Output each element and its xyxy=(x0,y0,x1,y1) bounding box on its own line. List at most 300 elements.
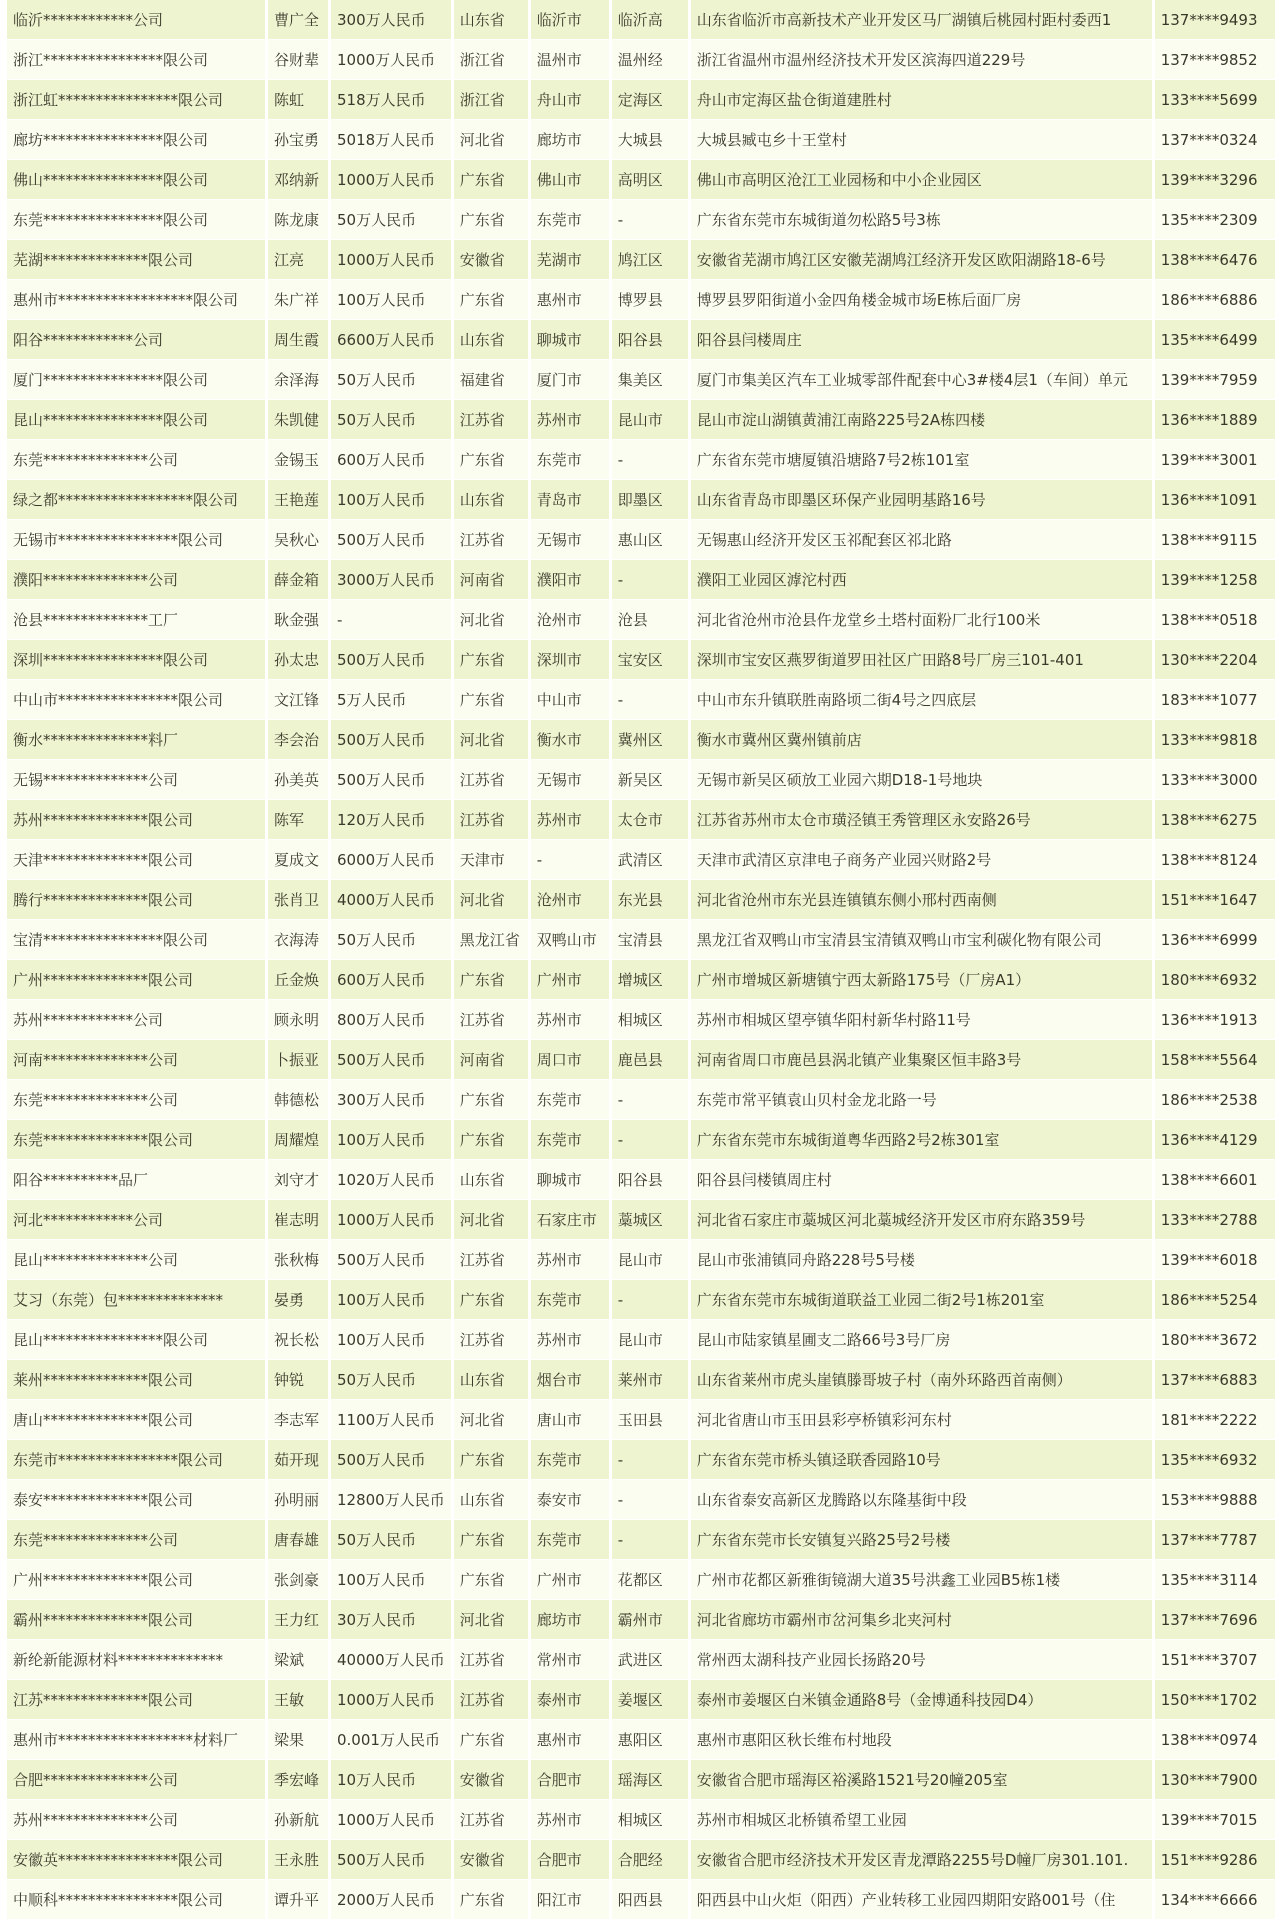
company-name-cell: 河北************公司 xyxy=(7,1200,265,1240)
company-name-cell: 临沂************公司 xyxy=(7,0,265,40)
province-cell: 广东省 xyxy=(454,1080,528,1120)
address-cell: 博罗县罗阳街道小金四角楼金城市场E栋后面厂房 xyxy=(691,280,1152,320)
company-name-cell: 衡水**************料厂 xyxy=(7,720,265,760)
phone-cell: 136****1889 xyxy=(1155,400,1275,440)
district-cell: 昆山市 xyxy=(612,1240,688,1280)
legal-person-cell: 金锡玉 xyxy=(268,440,328,480)
phone-cell: 139****7015 xyxy=(1155,1800,1275,1840)
legal-person-cell: 孙新航 xyxy=(268,1800,328,1840)
province-cell: 山东省 xyxy=(454,1160,528,1200)
province-cell: 广东省 xyxy=(454,280,528,320)
table-row xyxy=(7,1240,1275,1280)
company-name-cell: 佛山****************限公司 xyxy=(7,160,265,200)
phone-cell: 133****3000 xyxy=(1155,760,1275,800)
province-cell: 浙江省 xyxy=(454,80,528,120)
phone-cell: 133****5699 xyxy=(1155,80,1275,120)
legal-person-cell: 季宏峰 xyxy=(268,1760,328,1800)
company-name-cell: 惠州市******************材料厂 xyxy=(7,1720,265,1760)
table-row xyxy=(7,1760,1275,1800)
province-cell: 广东省 xyxy=(454,440,528,480)
table-row xyxy=(7,1400,1275,1440)
table-row xyxy=(7,520,1275,560)
address-cell: 中山市东升镇联胜南路顷二街4号之四底层 xyxy=(691,680,1152,720)
legal-person-cell: 孙明丽 xyxy=(268,1480,328,1520)
registered-capital-cell: 500万人民币 xyxy=(331,1040,451,1080)
table-row xyxy=(7,1480,1275,1520)
district-cell: 阳谷县 xyxy=(612,1160,688,1200)
phone-cell: 134****6666 xyxy=(1155,1880,1275,1920)
address-cell: 东莞市常平镇袁山贝村金龙北路一号 xyxy=(691,1080,1152,1120)
address-cell: 无锡市新吴区硕放工业园六期D18-1号地块 xyxy=(691,760,1152,800)
registered-capital-cell: 30万人民币 xyxy=(331,1600,451,1640)
city-cell: 中山市 xyxy=(531,680,609,720)
company-name-cell: 廊坊****************限公司 xyxy=(7,120,265,160)
company-name-cell: 浙江****************限公司 xyxy=(7,40,265,80)
province-cell: 广东省 xyxy=(454,640,528,680)
legal-person-cell: 韩德松 xyxy=(268,1080,328,1120)
registered-capital-cell: 120万人民币 xyxy=(331,800,451,840)
district-cell: 沧县 xyxy=(612,600,688,640)
table-row xyxy=(7,1520,1275,1560)
phone-cell: 183****1077 xyxy=(1155,680,1275,720)
city-cell: 深圳市 xyxy=(531,640,609,680)
registered-capital-cell: 100万人民币 xyxy=(331,1120,451,1160)
company-name-cell: 中山市****************限公司 xyxy=(7,680,265,720)
registered-capital-cell: 1100万人民币 xyxy=(331,1400,451,1440)
city-cell: 惠州市 xyxy=(531,1720,609,1760)
legal-person-cell: 孙宝勇 xyxy=(268,120,328,160)
company-name-cell: 昆山**************公司 xyxy=(7,1240,265,1280)
province-cell: 广东省 xyxy=(454,200,528,240)
phone-cell: 151****1647 xyxy=(1155,880,1275,920)
company-name-cell: 绿之都******************限公司 xyxy=(7,480,265,520)
city-cell: 东莞市 xyxy=(531,440,609,480)
legal-person-cell: 王力红 xyxy=(268,1600,328,1640)
district-cell: 霸州市 xyxy=(612,1600,688,1640)
district-cell: 阳谷县 xyxy=(612,320,688,360)
table-row xyxy=(7,720,1275,760)
province-cell: 广东省 xyxy=(454,1280,528,1320)
table-row xyxy=(7,1800,1275,1840)
address-cell: 河北省廊坊市霸州市岔河集乡北夹河村 xyxy=(691,1600,1152,1640)
registered-capital-cell: 500万人民币 xyxy=(331,1840,451,1880)
province-cell: 山东省 xyxy=(454,320,528,360)
province-cell: 河北省 xyxy=(454,720,528,760)
address-cell: 厦门市集美区汽车工业城零部件配套中心3#楼4层1（车间）单元 xyxy=(691,360,1152,400)
district-cell: 惠山区 xyxy=(612,520,688,560)
table-row xyxy=(7,200,1275,240)
province-cell: 河北省 xyxy=(454,1600,528,1640)
district-cell: - xyxy=(612,1520,688,1560)
address-cell: 常州西太湖科技产业园长扬路20号 xyxy=(691,1640,1152,1680)
company-name-cell: 浙江虹****************限公司 xyxy=(7,80,265,120)
province-cell: 广东省 xyxy=(454,160,528,200)
address-cell: 广东省东莞市塘厦镇沿塘路7号2栋101室 xyxy=(691,440,1152,480)
province-cell: 江苏省 xyxy=(454,1640,528,1680)
city-cell: - xyxy=(531,840,609,880)
city-cell: 苏州市 xyxy=(531,1240,609,1280)
address-cell: 黑龙江省双鸭山市宝清县宝清镇双鸭山市宝利碳化物有限公司 xyxy=(691,920,1152,960)
address-cell: 阳谷县闫楼周庄 xyxy=(691,320,1152,360)
phone-cell: 139****3296 xyxy=(1155,160,1275,200)
table-row xyxy=(7,920,1275,960)
city-cell: 东莞市 xyxy=(531,1520,609,1560)
phone-cell: 137****9852 xyxy=(1155,40,1275,80)
legal-person-cell: 崔志明 xyxy=(268,1200,328,1240)
table-row xyxy=(7,1360,1275,1400)
phone-cell: 130****7900 xyxy=(1155,1760,1275,1800)
province-cell: 福建省 xyxy=(454,360,528,400)
address-cell: 河北省沧州市沧县仵龙堂乡土塔村面粉厂北行100米 xyxy=(691,600,1152,640)
district-cell: 集美区 xyxy=(612,360,688,400)
company-name-cell: 中顺科****************限公司 xyxy=(7,1880,265,1920)
phone-cell: 186****2538 xyxy=(1155,1080,1275,1120)
table-row xyxy=(7,680,1275,720)
address-cell: 阳谷县闫楼镇周庄村 xyxy=(691,1160,1152,1200)
address-cell: 广东省东莞市长安镇复兴路25号2号楼 xyxy=(691,1520,1152,1560)
province-cell: 江苏省 xyxy=(454,1800,528,1840)
legal-person-cell: 祝长松 xyxy=(268,1320,328,1360)
phone-cell: 139****6018 xyxy=(1155,1240,1275,1280)
legal-person-cell: 顾永明 xyxy=(268,1000,328,1040)
registered-capital-cell: 518万人民币 xyxy=(331,80,451,120)
table-body xyxy=(7,0,1275,1920)
legal-person-cell: 王敏 xyxy=(268,1680,328,1720)
table-row xyxy=(7,480,1275,520)
province-cell: 江苏省 xyxy=(454,520,528,560)
district-cell: 相城区 xyxy=(612,1000,688,1040)
district-cell: 合肥经 xyxy=(612,1840,688,1880)
province-cell: 山东省 xyxy=(454,480,528,520)
province-cell: 江苏省 xyxy=(454,1240,528,1280)
address-cell: 广东省东莞市东城街道联益工业园二街2号1栋201室 xyxy=(691,1280,1152,1320)
district-cell: 临沂高 xyxy=(612,0,688,40)
company-name-cell: 江苏**************限公司 xyxy=(7,1680,265,1720)
registered-capital-cell: 300万人民币 xyxy=(331,0,451,40)
legal-person-cell: 唐春雄 xyxy=(268,1520,328,1560)
district-cell: - xyxy=(612,440,688,480)
table-row xyxy=(7,960,1275,1000)
province-cell: 广东省 xyxy=(454,1120,528,1160)
registered-capital-cell: 50万人民币 xyxy=(331,400,451,440)
phone-cell: 135****2309 xyxy=(1155,200,1275,240)
city-cell: 芜湖市 xyxy=(531,240,609,280)
registered-capital-cell: 50万人民币 xyxy=(331,920,451,960)
phone-cell: 150****1702 xyxy=(1155,1680,1275,1720)
company-table xyxy=(4,0,1278,1920)
company-name-cell: 霸州**************限公司 xyxy=(7,1600,265,1640)
legal-person-cell: 谷财辈 xyxy=(268,40,328,80)
city-cell: 聊城市 xyxy=(531,320,609,360)
legal-person-cell: 吴秋心 xyxy=(268,520,328,560)
phone-cell: 138****6476 xyxy=(1155,240,1275,280)
district-cell: - xyxy=(612,200,688,240)
province-cell: 江苏省 xyxy=(454,400,528,440)
phone-cell: 139****7959 xyxy=(1155,360,1275,400)
province-cell: 广东省 xyxy=(454,680,528,720)
province-cell: 广东省 xyxy=(454,1880,528,1920)
legal-person-cell: 李会治 xyxy=(268,720,328,760)
legal-person-cell: 李志军 xyxy=(268,1400,328,1440)
city-cell: 石家庄市 xyxy=(531,1200,609,1240)
district-cell: - xyxy=(612,1440,688,1480)
province-cell: 安徽省 xyxy=(454,1840,528,1880)
company-name-cell: 东莞****************限公司 xyxy=(7,200,265,240)
address-cell: 浙江省温州市温州经济技术开发区滨海四道229号 xyxy=(691,40,1152,80)
district-cell: 惠阳区 xyxy=(612,1720,688,1760)
registered-capital-cell: 0.001万人民币 xyxy=(331,1720,451,1760)
city-cell: 厦门市 xyxy=(531,360,609,400)
legal-person-cell: 卜振亚 xyxy=(268,1040,328,1080)
registered-capital-cell: 6600万人民币 xyxy=(331,320,451,360)
table-row xyxy=(7,1640,1275,1680)
city-cell: 无锡市 xyxy=(531,760,609,800)
table-row xyxy=(7,1160,1275,1200)
province-cell: 安徽省 xyxy=(454,1760,528,1800)
phone-cell: 138****6601 xyxy=(1155,1160,1275,1200)
registered-capital-cell: 500万人民币 xyxy=(331,640,451,680)
province-cell: 山东省 xyxy=(454,1480,528,1520)
legal-person-cell: 邓纳新 xyxy=(268,160,328,200)
province-cell: 广东省 xyxy=(454,960,528,1000)
city-cell: 烟台市 xyxy=(531,1360,609,1400)
legal-person-cell: 钟锐 xyxy=(268,1360,328,1400)
city-cell: 泰州市 xyxy=(531,1680,609,1720)
registered-capital-cell: 2000万人民币 xyxy=(331,1880,451,1920)
city-cell: 东莞市 xyxy=(531,200,609,240)
registered-capital-cell: 500万人民币 xyxy=(331,720,451,760)
registered-capital-cell: 100万人民币 xyxy=(331,1280,451,1320)
phone-cell: 136****4129 xyxy=(1155,1120,1275,1160)
address-cell: 广东省东莞市东城街道粤华西路2号2栋301室 xyxy=(691,1120,1152,1160)
district-cell: 宝安区 xyxy=(612,640,688,680)
district-cell: 武进区 xyxy=(612,1640,688,1680)
phone-cell: 137****7696 xyxy=(1155,1600,1275,1640)
company-name-cell: 昆山****************限公司 xyxy=(7,1320,265,1360)
phone-cell: 137****0324 xyxy=(1155,120,1275,160)
company-name-cell: 苏州**************公司 xyxy=(7,1800,265,1840)
registered-capital-cell: 10万人民币 xyxy=(331,1760,451,1800)
address-cell: 濮阳工业园区滹沱村西 xyxy=(691,560,1152,600)
phone-cell: 136****6999 xyxy=(1155,920,1275,960)
phone-cell: 133****9818 xyxy=(1155,720,1275,760)
company-name-cell: 广州**************限公司 xyxy=(7,960,265,1000)
phone-cell: 135****6932 xyxy=(1155,1440,1275,1480)
registered-capital-cell: 100万人民币 xyxy=(331,480,451,520)
table-row xyxy=(7,1720,1275,1760)
district-cell: 宝清县 xyxy=(612,920,688,960)
city-cell: 苏州市 xyxy=(531,400,609,440)
district-cell: 武清区 xyxy=(612,840,688,880)
registered-capital-cell: 5万人民币 xyxy=(331,680,451,720)
table-row xyxy=(7,240,1275,280)
registered-capital-cell: 1000万人民币 xyxy=(331,40,451,80)
address-cell: 广州市增城区新塘镇宁西太新路175号（厂房A1） xyxy=(691,960,1152,1000)
company-name-cell: 无锡**************公司 xyxy=(7,760,265,800)
registered-capital-cell: - xyxy=(331,600,451,640)
address-cell: 广东省东莞市东城街道勿松路5号3栋 xyxy=(691,200,1152,240)
city-cell: 廊坊市 xyxy=(531,120,609,160)
city-cell: 苏州市 xyxy=(531,1800,609,1840)
address-cell: 天津市武清区京津电子商务产业园兴财路2号 xyxy=(691,840,1152,880)
district-cell: 瑶海区 xyxy=(612,1760,688,1800)
province-cell: 江苏省 xyxy=(454,1680,528,1720)
legal-person-cell: 朱广祥 xyxy=(268,280,328,320)
phone-cell: 133****2788 xyxy=(1155,1200,1275,1240)
phone-cell: 135****6499 xyxy=(1155,320,1275,360)
address-cell: 泰州市姜堰区白米镇金通路8号（金博通科技园D4） xyxy=(691,1680,1152,1720)
city-cell: 惠州市 xyxy=(531,280,609,320)
district-cell: 阳西县 xyxy=(612,1880,688,1920)
table-row xyxy=(7,600,1275,640)
district-cell: 花都区 xyxy=(612,1560,688,1600)
phone-cell: 137****6883 xyxy=(1155,1360,1275,1400)
city-cell: 合肥市 xyxy=(531,1840,609,1880)
company-name-cell: 濮阳**************公司 xyxy=(7,560,265,600)
city-cell: 廊坊市 xyxy=(531,1600,609,1640)
phone-cell: 138****0518 xyxy=(1155,600,1275,640)
phone-cell: 138****9115 xyxy=(1155,520,1275,560)
legal-person-cell: 晏勇 xyxy=(268,1280,328,1320)
address-cell: 河北省唐山市玉田县彩亭桥镇彩河东村 xyxy=(691,1400,1152,1440)
phone-cell: 151****3707 xyxy=(1155,1640,1275,1680)
city-cell: 东莞市 xyxy=(531,1280,609,1320)
city-cell: 沧州市 xyxy=(531,880,609,920)
phone-cell: 139****3001 xyxy=(1155,440,1275,480)
district-cell: 玉田县 xyxy=(612,1400,688,1440)
phone-cell: 139****1258 xyxy=(1155,560,1275,600)
address-cell: 昆山市淀山湖镇黄浦江南路225号2A栋四楼 xyxy=(691,400,1152,440)
legal-person-cell: 夏成文 xyxy=(268,840,328,880)
phone-cell: 151****9286 xyxy=(1155,1840,1275,1880)
phone-cell: 181****2222 xyxy=(1155,1400,1275,1440)
address-cell: 山东省青岛市即墨区环保产业园明基路16号 xyxy=(691,480,1152,520)
province-cell: 天津市 xyxy=(454,840,528,880)
company-name-cell: 厦门****************限公司 xyxy=(7,360,265,400)
city-cell: 温州市 xyxy=(531,40,609,80)
address-cell: 安徽省合肥市经济技术开发区青龙潭路2255号D幢厂房301.101. xyxy=(691,1840,1152,1880)
table-row xyxy=(7,40,1275,80)
registered-capital-cell: 1000万人民币 xyxy=(331,240,451,280)
legal-person-cell: 周生霞 xyxy=(268,320,328,360)
legal-person-cell: 江亮 xyxy=(268,240,328,280)
table-row xyxy=(7,1280,1275,1320)
district-cell: 博罗县 xyxy=(612,280,688,320)
province-cell: 江苏省 xyxy=(454,1000,528,1040)
city-cell: 聊城市 xyxy=(531,1160,609,1200)
company-name-cell: 东莞市****************限公司 xyxy=(7,1440,265,1480)
company-name-cell: 芜湖**************限公司 xyxy=(7,240,265,280)
province-cell: 河南省 xyxy=(454,560,528,600)
address-cell: 河北省沧州市东光县连镇镇东侧小邢村西南侧 xyxy=(691,880,1152,920)
table-row xyxy=(7,440,1275,480)
company-name-cell: 广州**************限公司 xyxy=(7,1560,265,1600)
city-cell: 东莞市 xyxy=(531,1120,609,1160)
phone-cell: 180****3672 xyxy=(1155,1320,1275,1360)
company-name-cell: 阳谷************公司 xyxy=(7,320,265,360)
address-cell: 舟山市定海区盐仓街道建胜村 xyxy=(691,80,1152,120)
company-name-cell: 沧县**************工厂 xyxy=(7,600,265,640)
legal-person-cell: 茹开现 xyxy=(268,1440,328,1480)
legal-person-cell: 余泽海 xyxy=(268,360,328,400)
district-cell: 姜堰区 xyxy=(612,1680,688,1720)
province-cell: 广东省 xyxy=(454,1520,528,1560)
city-cell: 泰安市 xyxy=(531,1480,609,1520)
registered-capital-cell: 5018万人民币 xyxy=(331,120,451,160)
company-name-cell: 唐山**************限公司 xyxy=(7,1400,265,1440)
company-name-cell: 苏州************公司 xyxy=(7,1000,265,1040)
registered-capital-cell: 800万人民币 xyxy=(331,1000,451,1040)
company-name-cell: 天津**************限公司 xyxy=(7,840,265,880)
registered-capital-cell: 12800万人民币 xyxy=(331,1480,451,1520)
district-cell: 定海区 xyxy=(612,80,688,120)
city-cell: 唐山市 xyxy=(531,1400,609,1440)
district-cell: 鸠江区 xyxy=(612,240,688,280)
table-row xyxy=(7,320,1275,360)
legal-person-cell: 张肖卫 xyxy=(268,880,328,920)
table-row xyxy=(7,360,1275,400)
registered-capital-cell: 40000万人民币 xyxy=(331,1640,451,1680)
city-cell: 衡水市 xyxy=(531,720,609,760)
legal-person-cell: 王永胜 xyxy=(268,1840,328,1880)
company-name-cell: 安徽英****************限公司 xyxy=(7,1840,265,1880)
city-cell: 无锡市 xyxy=(531,520,609,560)
registered-capital-cell: 100万人民币 xyxy=(331,1320,451,1360)
address-cell: 惠州市惠阳区秋长维布村地段 xyxy=(691,1720,1152,1760)
province-cell: 安徽省 xyxy=(454,240,528,280)
city-cell: 周口市 xyxy=(531,1040,609,1080)
city-cell: 广州市 xyxy=(531,960,609,1000)
table-row xyxy=(7,800,1275,840)
province-cell: 河北省 xyxy=(454,600,528,640)
registered-capital-cell: 4000万人民币 xyxy=(331,880,451,920)
company-name-cell: 昆山****************限公司 xyxy=(7,400,265,440)
district-cell: 冀州区 xyxy=(612,720,688,760)
address-cell: 苏州市相城区北桥镇希望工业园 xyxy=(691,1800,1152,1840)
province-cell: 山东省 xyxy=(454,1360,528,1400)
registered-capital-cell: 1000万人民币 xyxy=(331,160,451,200)
address-cell: 河南省周口市鹿邑县涡北镇产业集聚区恒丰路3号 xyxy=(691,1040,1152,1080)
phone-cell: 135****3114 xyxy=(1155,1560,1275,1600)
legal-person-cell: 刘守才 xyxy=(268,1160,328,1200)
registered-capital-cell: 1020万人民币 xyxy=(331,1160,451,1200)
company-name-cell: 东莞**************公司 xyxy=(7,440,265,480)
district-cell: - xyxy=(612,1280,688,1320)
company-name-cell: 新纶新能源材料************** xyxy=(7,1640,265,1680)
address-cell: 山东省莱州市虎头崖镇滕哥坡子村（南外环路西首南侧） xyxy=(691,1360,1152,1400)
phone-cell: 153****9888 xyxy=(1155,1480,1275,1520)
company-name-cell: 宝清****************限公司 xyxy=(7,920,265,960)
province-cell: 浙江省 xyxy=(454,40,528,80)
legal-person-cell: 耿金强 xyxy=(268,600,328,640)
phone-cell: 186****6886 xyxy=(1155,280,1275,320)
legal-person-cell: 衣海涛 xyxy=(268,920,328,960)
address-cell: 山东省临沂市高新技术产业开发区马厂湖镇后桃园村距村委西1 xyxy=(691,0,1152,40)
district-cell: 藁城区 xyxy=(612,1200,688,1240)
company-name-cell: 艾习（东莞）包************** xyxy=(7,1280,265,1320)
table-row xyxy=(7,1680,1275,1720)
district-cell: 即墨区 xyxy=(612,480,688,520)
table-row xyxy=(7,1320,1275,1360)
district-cell: 昆山市 xyxy=(612,400,688,440)
phone-cell: 137****9493 xyxy=(1155,0,1275,40)
registered-capital-cell: 3000万人民币 xyxy=(331,560,451,600)
legal-person-cell: 陈龙康 xyxy=(268,200,328,240)
table-row xyxy=(7,1440,1275,1480)
registered-capital-cell: 50万人民币 xyxy=(331,1520,451,1560)
city-cell: 阳江市 xyxy=(531,1880,609,1920)
company-name-cell: 莱州**************限公司 xyxy=(7,1360,265,1400)
